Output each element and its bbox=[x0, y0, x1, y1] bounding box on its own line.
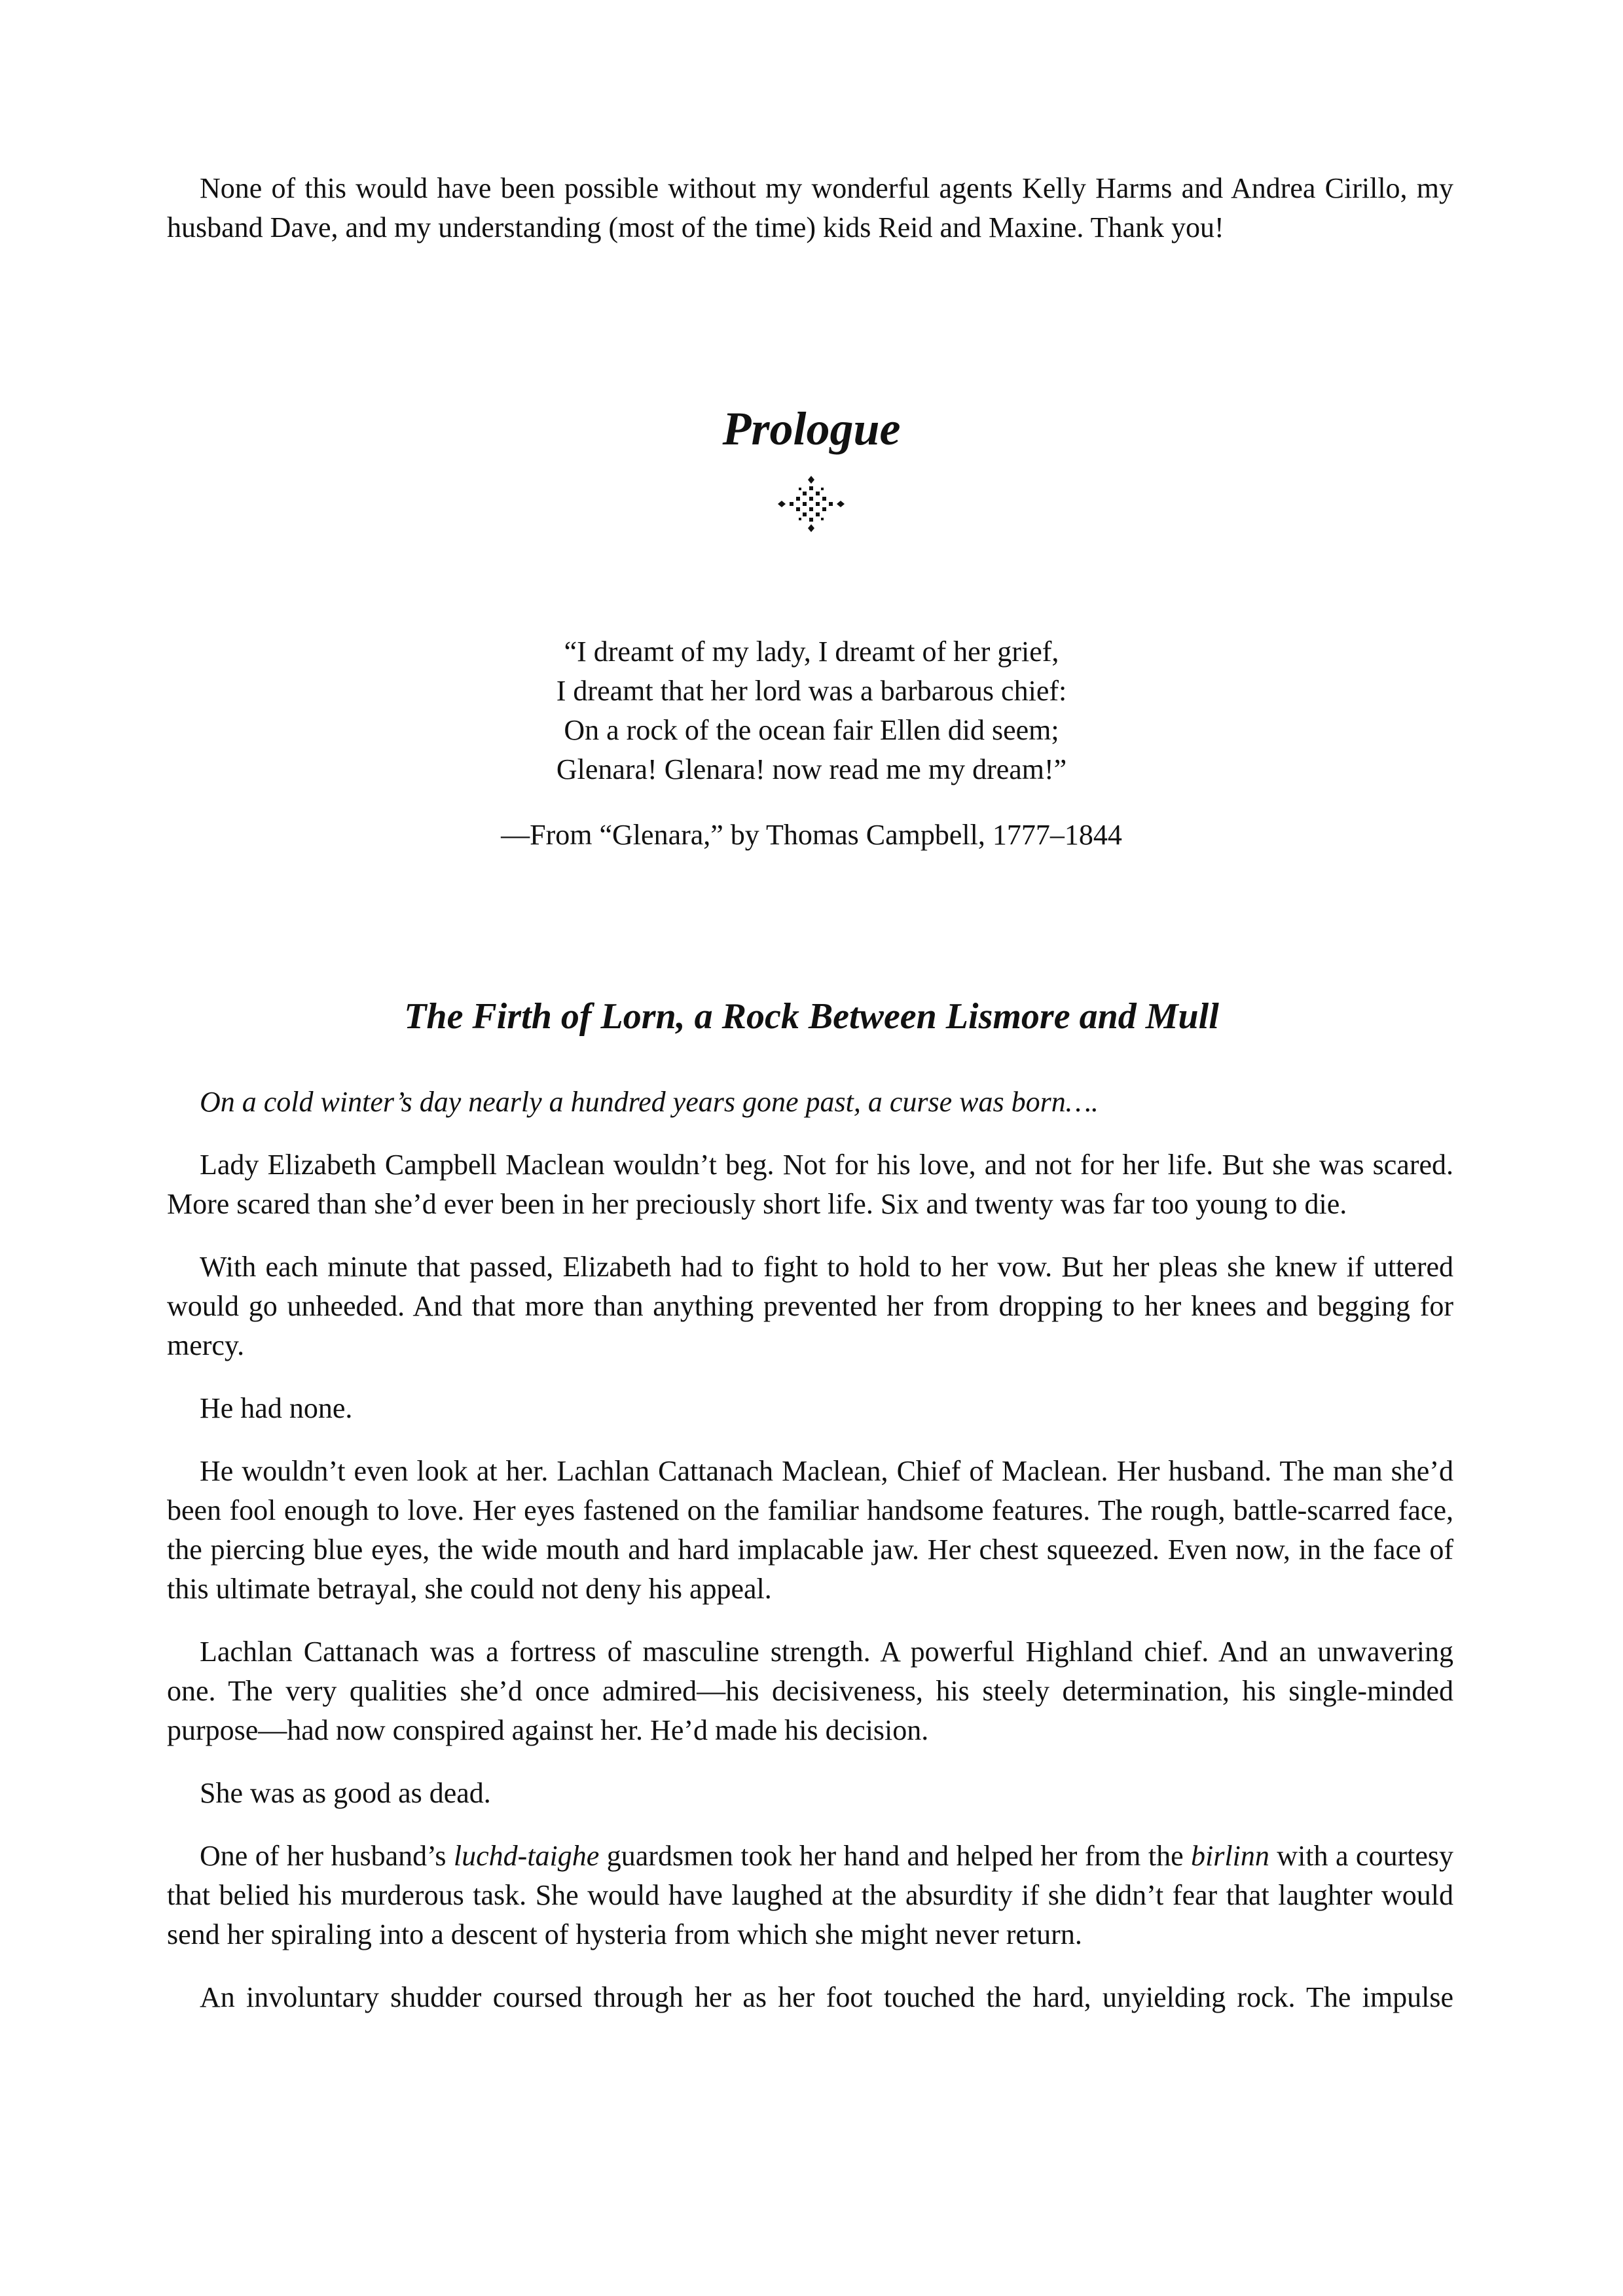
acknowledgments-section bbox=[167, 169, 1453, 247]
story-body bbox=[167, 1083, 1453, 2041]
epigraph-line: Glenara! Glenara! now read me my dream!” bbox=[556, 753, 1067, 785]
diamond-dot-ornament-icon bbox=[774, 475, 848, 533]
section-heading: The Firth of Lorn, a Rock Between Lismore and Mull bbox=[404, 996, 1219, 1037]
gaelic-term: luchd-taighe bbox=[453, 1840, 600, 1872]
story-paragraph: An involuntary shudder coursed through her as her foot touched the hard, unyielding rock. The impulse bbox=[200, 1981, 1453, 2013]
gaelic-term: birlinn bbox=[1191, 1840, 1269, 1872]
story-text-run: guardsmen took her hand and helped her from the bbox=[599, 1840, 1192, 1872]
epigraph-verse bbox=[0, 632, 1623, 789]
story-text-run: One of her husband’s bbox=[200, 1840, 454, 1872]
story-paragraph: He had none. bbox=[200, 1392, 353, 1424]
story-text-run: with a courtesy that belied his murderous task. She would have laughed at the absurdity if she didn’t fear that laughter would send her spiraling into a descent of hysteria from which she might never return. bbox=[167, 1840, 1453, 1950]
story-paragraph bbox=[167, 1837, 1453, 1954]
epigraph-line: On a rock of the ocean fair Ellen did seem; bbox=[564, 714, 1059, 746]
story-paragraph: Lady Elizabeth Campbell Maclean wouldn’t beg. Not for his love, and not for her life. But she was scared. More scared than she’d ever been in her preciously short life. Six and twenty was far too young to die. bbox=[167, 1149, 1453, 1220]
acknowledgments-paragraph: None of this would have been possible without my wonderful agents Kelly Harms and Andrea Cirillo, my husband Dave, and my understanding (most of the time) kids Reid and Maxine. Thank you! bbox=[167, 172, 1453, 243]
story-paragraph: With each minute that passed, Elizabeth had to fight to hold to her vow. But her pleas she knew if uttered would go unheeded. And that more than anything prevented her from dropping to her knees and begging for mercy. bbox=[167, 1251, 1453, 1361]
epigraph-line: I dreamt that her lord was a barbarous chief: bbox=[556, 675, 1067, 707]
story-paragraph: She was as good as dead. bbox=[200, 1777, 491, 1809]
epigraph-attribution: —From “Glenara,” by Thomas Campbell, 1777–1844 bbox=[501, 819, 1122, 851]
epigraph-line: “I dreamt of my lady, I dreamt of her grief, bbox=[564, 636, 1059, 668]
story-paragraph: He wouldn’t even look at her. Lachlan Cattanach Maclean, Chief of Maclean. Her husband. The man she’d been fool enough to love. Her eyes fastened on the familiar handsome features. The rough, battle-scarred face, the piercing blue eyes, the wide mouth and hard implacable jaw. Her chest squeezed. Even now, in the face of this ultimate betrayal, she could not deny his appeal. bbox=[167, 1455, 1453, 1605]
story-paragraph: Lachlan Cattanach was a fortress of masculine strength. A powerful Highland chief. And an unwavering one. The very qualities she’d once admired—his decisiveness, his steely determination, his single-minded purpose—had now conspired against her. He’d made his decision. bbox=[167, 1636, 1453, 1746]
story-opening-line: On a cold winter’s day nearly a hundred years gone past, a curse was born…. bbox=[200, 1086, 1099, 1118]
chapter-title: Prologue bbox=[722, 403, 901, 455]
